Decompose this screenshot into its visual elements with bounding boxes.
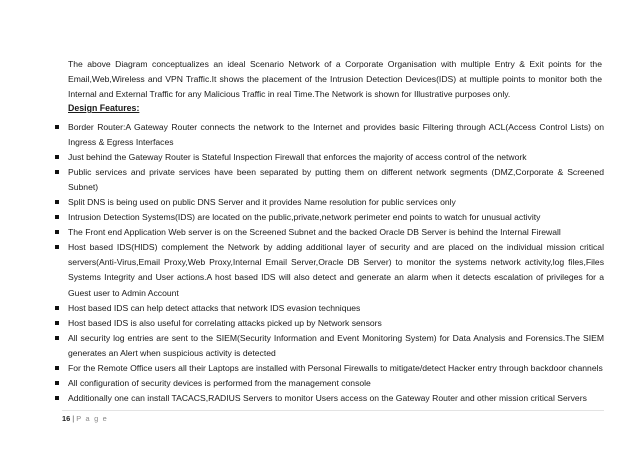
list-item — [52, 391, 604, 406]
list-item-text: Just behind the Gateway Router is Stateful Inspection Firewall that enforces the majority of access control of the network — [68, 152, 527, 163]
list-item-text: Public services and private services have been separated by putting them on different network segments (DMZ,Corporate & Screened Subnet) — [68, 167, 604, 193]
square-bullet-icon — [55, 215, 59, 219]
footer-separator: | — [72, 414, 75, 423]
square-bullet-icon — [55, 336, 59, 340]
page-footer — [62, 414, 108, 423]
square-bullet-icon — [55, 155, 59, 159]
square-bullet-icon — [55, 230, 59, 234]
list-item-text: Additionally one can install TACACS,RADIUS Servers to monitor Users access on the Gateway Router and other mission critical Servers — [68, 392, 587, 403]
list-item-text: Host based IDS(HIDS) complement the Network by adding additional layer of security and are placed on the individual mission critical servers(Anti-Virus,Email Proxy,Web Proxy,Internal Email Server,Oracle DB Server) to monitor the systems network activity,log files,Files Systems Integrity and User actions.A host based IDS will also detect and generate an alarm when it detects escalation of privileges for a Guest user to Admin Account — [68, 242, 604, 298]
list-item-text: The Front end Application Web server is on the Screened Subnet and the backed Oracle DB Server is behind the Internal Firewall — [68, 227, 561, 238]
design-features-heading: Design Features: — [68, 103, 140, 113]
list-item — [52, 165, 604, 195]
list-item — [52, 376, 604, 391]
page-number: 16 — [62, 414, 71, 423]
square-bullet-icon — [55, 366, 59, 370]
intro-paragraph: The above Diagram conceptualizes an ideal Scenario Network of a Corporate Organisation with multiple Entry & Exit points for the Email,Web,Wireless and VPN Traffic.It shows the placement of the Intrusion Detection Devices(IDS) at multiple points to monitor both the Internal and External Traffic for any Malicious Traffic in real Time.The Network is shown for Illustrative purposes only. — [68, 58, 602, 99]
list-item-text: For the Remote Office users all their Laptops are installed with Personal Firewalls to mitigate/detect Hacker entry through backdoor channels — [68, 362, 603, 373]
square-bullet-icon — [55, 170, 59, 174]
list-item — [52, 120, 604, 150]
square-bullet-icon — [55, 321, 59, 325]
list-item — [52, 150, 604, 165]
design-features-list — [52, 120, 604, 406]
list-item — [52, 331, 604, 361]
list-item — [52, 225, 604, 240]
footer-divider — [62, 410, 604, 411]
square-bullet-icon — [55, 200, 59, 204]
list-item-text: All configuration of security devices is performed from the management console — [68, 377, 371, 388]
square-bullet-icon — [55, 245, 59, 249]
list-item — [52, 195, 604, 210]
list-item-text: Split DNS is being used on public DNS Server and it provides Name resolution for public services only — [68, 197, 456, 208]
square-bullet-icon — [55, 396, 59, 400]
list-item-text: Border Router:A Gateway Router connects the network to the Internet and provides basic Filtering through ACL(Access Control Lists) on Ingress & Egress Interfaces — [68, 122, 604, 148]
list-item — [52, 361, 604, 376]
list-item-text: Host based IDS is also useful for correlating attacks picked up by Network sensors — [68, 317, 382, 328]
page-label: P a g e — [76, 414, 108, 423]
list-item — [52, 210, 604, 225]
list-item — [52, 316, 604, 331]
list-item-text: All security log entries are sent to the SIEM(Security Information and Event Monitoring System) for Data Analysis and Forensics.The SIEM generates an Alert when suspicious activity is detected — [68, 332, 604, 358]
square-bullet-icon — [55, 381, 59, 385]
list-item-text: Host based IDS can help detect attacks that network IDS evasion techniques — [68, 302, 361, 313]
list-item — [52, 301, 604, 316]
square-bullet-icon — [55, 306, 59, 310]
square-bullet-icon — [55, 125, 59, 129]
list-item — [52, 240, 604, 300]
list-item-text: Intrusion Detection Systems(IDS) are located on the public,private,network perimeter end points to watch for unusual activity — [68, 212, 541, 223]
